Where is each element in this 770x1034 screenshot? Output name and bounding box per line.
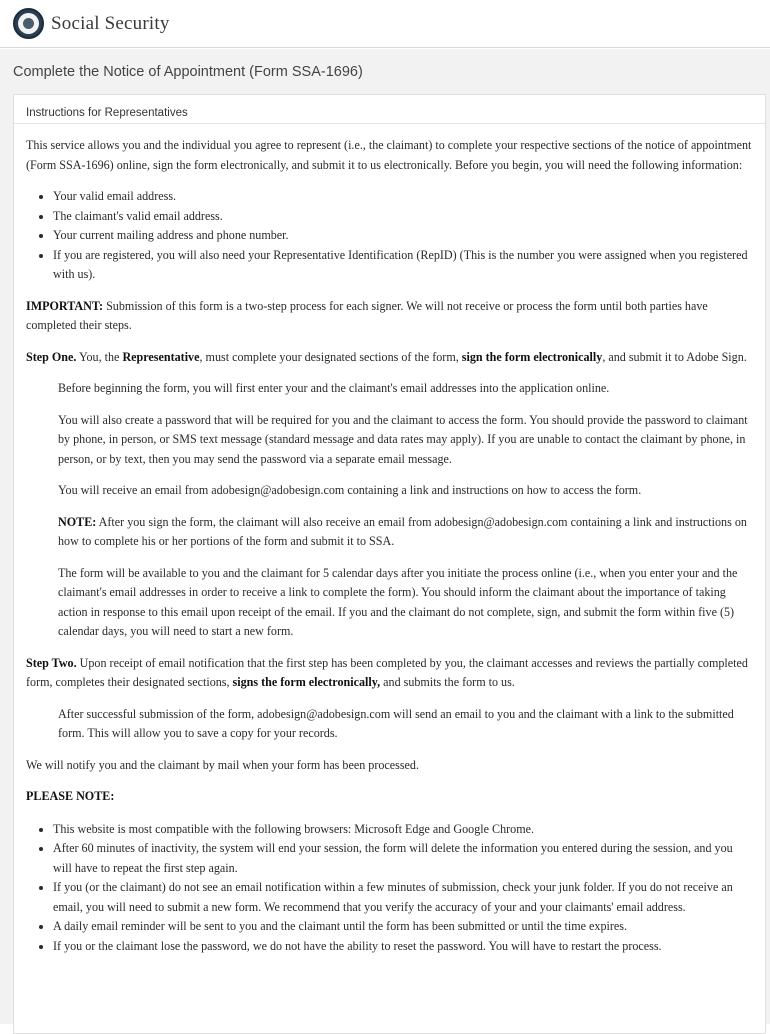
top-bar bbox=[0, 0, 770, 48]
step-one-bold: Representative bbox=[122, 349, 200, 364]
important-label: IMPORTANT: bbox=[26, 298, 104, 313]
page-content bbox=[0, 49, 770, 1024]
requirements-list bbox=[26, 187, 753, 285]
note-text: After you sign the form, the claimant will also receive an email from adobesign@adobesign.com containing a link and instructions on how to complete his or her portions of the form and submit it to SSA. bbox=[58, 514, 747, 548]
page-title: Complete the Notice of Appointment (Form SSA-1696) bbox=[13, 64, 363, 80]
important-text: Submission of this form is a two-step process for each signer. We will not receive or process the form until both parties have completed their steps. bbox=[26, 298, 708, 332]
list-item: • Your current mailing address and phone number. bbox=[53, 226, 753, 246]
step-two-detail: After successful submission of the form, adobesign@adobesign.com will send an email to you and the claimant with a link to the submitted form. This will allow you to save a copy for your records. bbox=[58, 706, 734, 740]
ssa-seal-icon[interactable] bbox=[13, 8, 44, 39]
panel-body bbox=[14, 124, 765, 956]
step-one-bold: sign the form electronically bbox=[461, 349, 603, 364]
step-one-details bbox=[26, 379, 753, 642]
please-note-heading: PLEASE NOTE: bbox=[26, 789, 115, 803]
list-item: • A daily email reminder will be sent to you and the claimant until the form has been submitted or until the time expires. bbox=[53, 917, 753, 937]
step-two-paragraph bbox=[26, 654, 753, 693]
step-two-details bbox=[26, 705, 753, 744]
step-two-text: and submits the form to us. bbox=[380, 675, 515, 689]
step-one-text: You, the bbox=[76, 349, 123, 364]
step-one-text: , must complete your designated sections of the form, bbox=[199, 349, 462, 364]
list-item: • The claimant's valid email address. bbox=[53, 207, 753, 227]
intro-text: This service allows you and the individual you agree to represent (i.e., the claimant) to complete your respective sections of the notice of appointment (Form SSA-1696) online, sign the form electronically, and submit it to us electronically. Before you begin, you will need the following information: bbox=[26, 138, 752, 172]
step-two-label: Step Two. bbox=[26, 655, 77, 670]
list-item: • If you (or the claimant) do not see an email notification within a few minutes of submission, check your junk folder. If you do not receive an email, you will need to submit a new form. We recommend that you verify the accuracy of your and your claimants' email address. bbox=[53, 878, 753, 917]
step-one-detail: You will also create a password that will be required for you and the claimant to access the form. You should provide the password to claimant by phone, in person, or SMS text message (standard message and data rates may apply). If you are unable to contact the claimant by phone, in person, or by text, then you may send the password via a separate email message. bbox=[58, 412, 748, 466]
instructions-panel bbox=[13, 94, 766, 1034]
list-item: • Your valid email address. bbox=[53, 187, 753, 207]
step-one-detail: The form will be available to you and the claimant for 5 calendar days after you initiate the process online (i.e., when you enter your and the claimant's email addresses in order to receive a link to complete the form). You should inform the claimant about the importance of taking action in response to this email upon receipt of the email. If you and the claimant do not complete, sign, and submit the form within five (5) calendar days, you will need to start a new form. bbox=[58, 565, 738, 638]
notify-text: We will notify you and the claimant by mail when your form has been processed. bbox=[26, 757, 419, 772]
brand-name[interactable]: Social Security bbox=[51, 12, 170, 34]
step-two-bold: signs the form electronically, bbox=[232, 675, 381, 689]
list-item: • After 60 minutes of inactivity, the system will end your session, the form will delete the information you entered during the session, and you will have to repeat the first step again. bbox=[53, 839, 753, 878]
list-item: • If you or the claimant lose the password, we do not have the ability to reset the password. You will have to restart the process. bbox=[53, 937, 753, 957]
list-item: • This website is most compatible with the following browsers: Microsoft Edge and Google Chrome. bbox=[53, 820, 753, 840]
step-one-text: , and submit it to Adobe Sign. bbox=[602, 349, 747, 364]
note-paragraph bbox=[58, 513, 753, 552]
panel-heading: Instructions for Representatives bbox=[14, 95, 765, 124]
step-two-text: Upon receipt of email notification that the first step has been completed by you, the claimant accesses and reviews the partially completed form, completes their designated sections, bbox=[26, 655, 748, 689]
step-one-detail: Before beginning the form, you will first enter your and the claimant's email addresses into the application online. bbox=[58, 381, 610, 395]
step-one-paragraph bbox=[26, 348, 753, 368]
important-paragraph bbox=[26, 297, 753, 336]
list-item: • If you are registered, you will also need your Representative Identification (RepID) (This is the number you were assigned when you registered with us). bbox=[53, 246, 753, 285]
step-one-label: Step One. bbox=[26, 349, 77, 364]
notes-list bbox=[26, 820, 753, 957]
step-one-detail: You will receive an email from adobesign@adobesign.com containing a link and instructions on how to access the form. bbox=[58, 483, 642, 497]
note-label: NOTE: bbox=[58, 514, 97, 529]
